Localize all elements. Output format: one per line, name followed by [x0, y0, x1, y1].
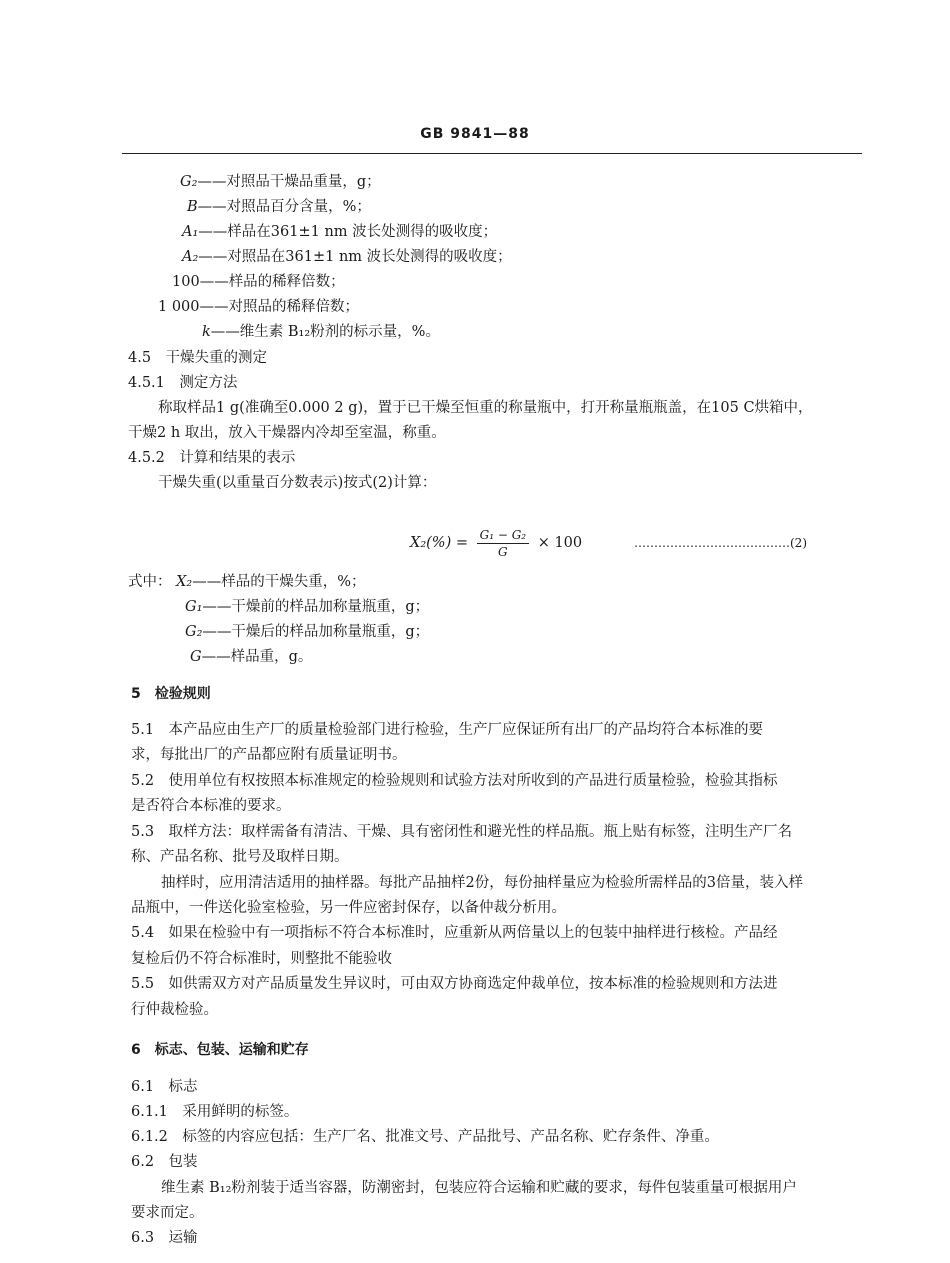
heading-4-5-2: 4.5.2 计算和结果的表示 — [128, 450, 296, 466]
def-a2: A₂——对照品在361±1 nm 波长处测得的吸收度； — [182, 249, 512, 265]
def-g2: G₂——对照品干燥品重量，g； — [180, 174, 381, 190]
para-5-3-line2: 称、产品名称、批号及取样日期。 — [131, 849, 349, 865]
para-5-3-line4: 品瓶中，一件送化验室检验，另一件应密封保存，以备仲裁分析用。 — [131, 900, 566, 916]
heading-6: 6 标志、包装、运输和贮存 — [131, 1042, 309, 1058]
heading-4-5: 4.5 干燥失重的测定 — [128, 350, 268, 366]
formula-2 — [410, 526, 582, 560]
para-5-5-line1: 5.5 如供需双方对产品质量发生异议时，可由双方协商选定仲裁单位，按本标准的检验规则和方法进 — [131, 976, 778, 992]
formula-rhs: × 100 — [537, 535, 583, 551]
formula-numerator: G₁ − G₂ — [477, 527, 529, 544]
header-rule — [122, 153, 862, 154]
def2-x2: 式中： X₂——样品的干燥失重，%； — [128, 574, 366, 590]
para-4-5-2: 干燥失重(以重量百分数表示)按式(2)计算： — [158, 475, 437, 491]
para-5-5-line2: 行仲裁检验。 — [131, 1002, 218, 1018]
para-5-4-line2: 复检后仍不符合标准时，则整批不能验收 — [131, 951, 392, 967]
def-1000: 1 000——对照品的稀释倍数； — [158, 299, 360, 315]
heading-6-1: 6.1 标志 — [131, 1079, 198, 1095]
heading-5: 5 检验规则 — [131, 686, 211, 702]
para-6-1-2: 6.1.2 标签的内容应包括：生产厂名、批准文号、产品批号、产品名称、贮存条件、净重。 — [131, 1129, 719, 1145]
heading-6-3: 6.3 运输 — [131, 1230, 198, 1246]
def2-g2: G₂——干燥后的样品加称量瓶重，g； — [185, 624, 430, 640]
para-6-1-1: 6.1.1 采用鲜明的标签。 — [131, 1104, 299, 1120]
para-5-4-line1: 5.4 如果在检验中有一项指标不符合本标准时，应重新从两倍量以上的包装中抽样进行核检。产品经 — [131, 925, 778, 941]
para-5-2-line2: 是否符合本标准的要求。 — [131, 798, 291, 814]
heading-6-2: 6.2 包装 — [131, 1154, 198, 1170]
formula-fraction — [477, 527, 529, 560]
def-b: B——对照品百分含量，%； — [187, 199, 371, 215]
def-100: 100——样品的稀释倍数； — [172, 274, 345, 290]
para-5-2-line1: 5.2 使用单位有权按照本标准规定的检验规则和试验方法对所收到的产品进行质量检验，检验其指标 — [131, 773, 778, 789]
para-4-5-1-line2: 干燥2 h 取出，放入干燥器内冷却至室温，称重。 — [128, 425, 446, 441]
formula-denominator: G — [498, 544, 508, 559]
heading-4-5-1: 4.5.1 测定方法 — [128, 375, 238, 391]
para-5-1-line1: 5.1 本产品应由生产厂的质量检验部门进行检验，生产厂应保证所有出厂的产品均符合本标准的要 — [131, 722, 764, 738]
para-4-5-1-line1: 称取样品1 g(准确至0.000 2 g)，置于已干燥至恒重的称量瓶中，打开称量瓶瓶盖，在105 C烘箱中， — [158, 400, 813, 416]
para-5-1-line2: 求，每批出厂的产品都应附有质量证明书。 — [131, 747, 407, 763]
para-5-3-line1: 5.3 取样方法：取样需备有清洁、干燥、具有密闭性和避光性的样品瓶。瓶上贴有标签，注明生产厂名 — [131, 824, 793, 840]
standard-number: GB 9841—88 — [420, 126, 530, 142]
para-6-2-line1: 维生素 B₁₂粉剂装于适当容器，防潮密封，包装应符合运输和贮藏的要求，每件包装重量可根据用户 — [161, 1180, 797, 1196]
formula-lhs: X₂(%) = — [410, 535, 468, 551]
para-5-3-line3: 抽样时，应用清洁适用的抽样器。每批产品抽样2份，每份抽样量应为检验所需样品的3倍量，装入样 — [161, 875, 803, 891]
def2-g: G——样品重，g。 — [190, 649, 313, 665]
def-k: k——维生素 B₁₂粉剂的标示量，%。 — [202, 324, 440, 340]
def2-g1: G₁——干燥前的样品加称量瓶重，g； — [185, 599, 430, 615]
def-a1: A₁——样品在361±1 nm 波长处测得的吸收度； — [182, 224, 498, 240]
para-6-2-line2: 要求而定。 — [131, 1205, 204, 1221]
formula-number: …………………………………(2) — [634, 536, 807, 550]
